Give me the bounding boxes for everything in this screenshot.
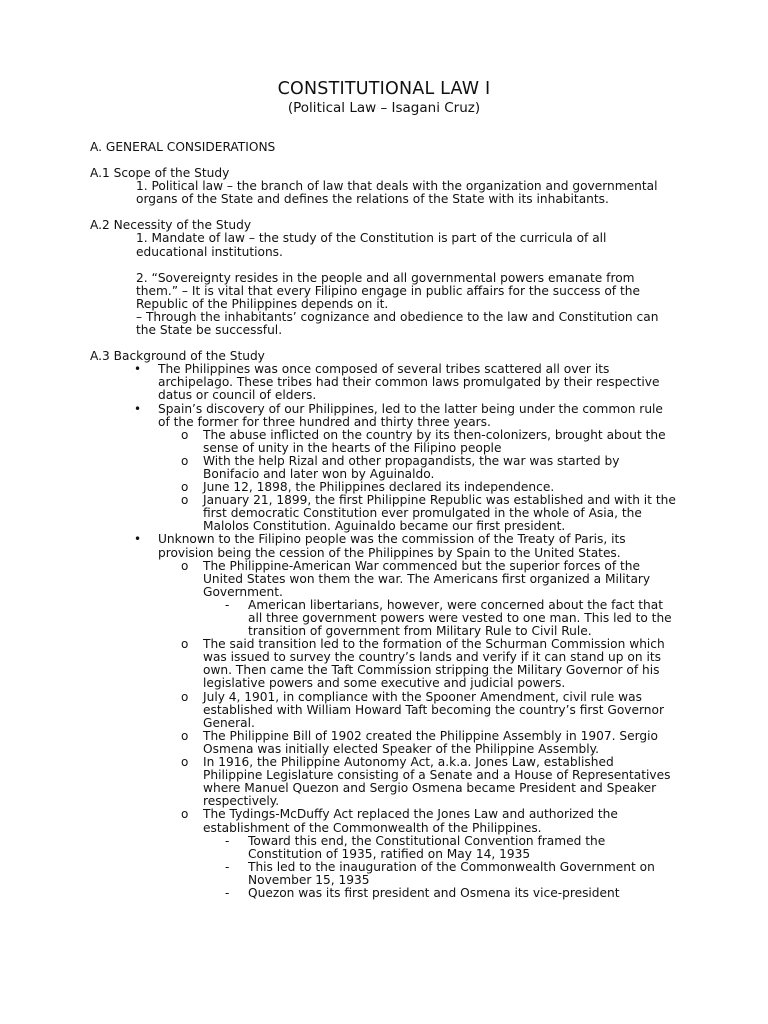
list-item (158, 691, 676, 730)
paragraph: 2. “Sovereignty resides in the people and all governmental powers emanate from them.” – It is vital that every Filipino engage in public affairs for the success of the Republic of the Philippines depends on it. (136, 270, 640, 311)
bullet-marker: o (181, 453, 189, 468)
list-item (158, 455, 676, 481)
sub-sub-list (203, 835, 676, 900)
document-title: CONSTITUTIONAL LAW I (277, 79, 491, 99)
list-item (158, 730, 676, 756)
list-item (203, 861, 676, 887)
list-item (158, 808, 676, 900)
sub-sub-list (203, 599, 676, 638)
list-item-text: The Philippines was once composed of several tribes scattered all over its archipelago. These tribes had their common laws promulgated by their respective datus or council of elders. (158, 362, 660, 403)
list-item (158, 494, 676, 533)
dash-marker: - (225, 885, 230, 900)
bullet-marker: • (134, 532, 142, 547)
document-body (90, 141, 676, 900)
list-item (203, 599, 676, 638)
dash-marker: - (225, 859, 230, 874)
document-subtitle: (Political Law – Isagani Cruz) (287, 100, 481, 116)
list-item-text: In 1916, the Philippine Autonomy Act, a.k.a. Jones Law, established Philippine Legislature consisting of a Senate and a House of Representatives where Manuel Quezon and Sergio Osmena became President and Speaker respectively. (203, 755, 671, 809)
list-item-text: The Tydings-McDuffy Act replaced the Jones Law and authorized the establishment of the Commonwealth of the Philippines. (203, 807, 618, 835)
list-item-text: Quezon was its first president and Osmena its vice-president (248, 885, 620, 900)
list-item (90, 363, 676, 402)
list-item-text: The abuse inflicted on the country by its then-colonizers, brought about the sense of unity in the hearts of the Filipino people (203, 427, 666, 455)
list-item-text: The Philippine Bill of 1902 created the Philippine Assembly in 1907. Sergio Osmena was initially elected Speaker of the Philippine Assembly. (203, 728, 658, 756)
list-item-text: American libertarians, however, were concerned about the fact that all three government powers were vested to one man. This led to the transition of government from Military Rule to Civil Rule. (248, 597, 672, 639)
section-heading-a3: A.3 Background of the Study (90, 349, 265, 364)
bullet-marker: o (181, 728, 189, 743)
list-item-text: Spain’s discovery of our Philippines, led to the latter being under the common rule of the former for three hundred and thirty three years. (158, 401, 663, 429)
paragraph: – Through the inhabitants’ cognizance and obedience to the law and Constitution can the State be successful. (136, 309, 659, 338)
section-heading-a1: A.1 Scope of the Study (90, 166, 230, 181)
list-item-text: The Philippine-American War commenced but the superior forces of the United States won them the war. The Americans first organized a Military Government. (203, 558, 651, 599)
bullet-marker: • (134, 362, 142, 377)
list-item (158, 560, 676, 639)
dash-marker: - (225, 597, 230, 612)
list-item-text: Unknown to the Filipino people was the commission of the Treaty of Paris, its provision being the cession of the Philippines by Spain to the United States. (158, 532, 626, 560)
bullet-marker: o (181, 427, 189, 442)
list-item (158, 756, 676, 808)
paragraph: 1. Political law – the branch of law that deals with the organization and governmental organs of the State and defines the relations of the State with its inhabitants. (136, 179, 658, 207)
section-heading-a2: A.2 Necessity of the Study (90, 218, 252, 233)
list-item-text: With the help Rizal and other propagandists, the war was started by Bonifacio and later won by Aguinaldo. (203, 453, 620, 481)
section-heading-general: A. GENERAL CONSIDERATIONS (90, 140, 276, 154)
list-item (158, 638, 676, 690)
dash-marker: - (225, 833, 230, 848)
list-item (203, 887, 676, 900)
list-item-text: The said transition led to the formation of the Schurman Commission which was issued to survey the country’s lands and verify if it can stand up on its own. Then came the Taft Commission stripping the Military Governor of his legislative powers and some executive and judicial powers. (203, 637, 665, 691)
paragraph: 1. Mandate of law – the study of the Constitution is part of the curricula of all educational institutions. (136, 231, 607, 259)
bullet-marker: o (181, 558, 189, 573)
bullet-marker: o (181, 755, 189, 770)
list-item (90, 533, 676, 900)
bullet-marker: o (181, 807, 189, 822)
list-item-text: This led to the inauguration of the Commonwealth Government on November 15, 1935 (248, 859, 655, 887)
list-item-text: July 4, 1901, in compliance with the Spooner Amendment, civil rule was established with William Howard Taft becoming the country’s first Governor General. (203, 689, 664, 730)
bullet-marker: o (181, 493, 189, 508)
bullet-marker: o (181, 637, 189, 652)
bullet-marker: o (181, 689, 189, 704)
list-item-text: Toward this end, the Constitutional Convention framed the Constitution of 1935, ratified on May 14, 1935 (248, 833, 606, 861)
bullet-marker: o (181, 480, 189, 495)
bullet-list (90, 363, 676, 900)
list-item-text: June 12, 1898, the Philippines declared its independence. (203, 480, 555, 495)
list-item (158, 429, 676, 455)
bullet-marker: • (134, 401, 142, 416)
sub-list (158, 560, 676, 900)
sub-list (158, 429, 676, 534)
list-item (90, 403, 676, 534)
list-item-text: January 21, 1899, the first Philippine Republic was established and with it the first democratic Constitution ever promulgated in the whole of Asia, the Malolos Constitution. Aguinaldo became our first president. (203, 493, 676, 534)
list-item (203, 835, 676, 861)
